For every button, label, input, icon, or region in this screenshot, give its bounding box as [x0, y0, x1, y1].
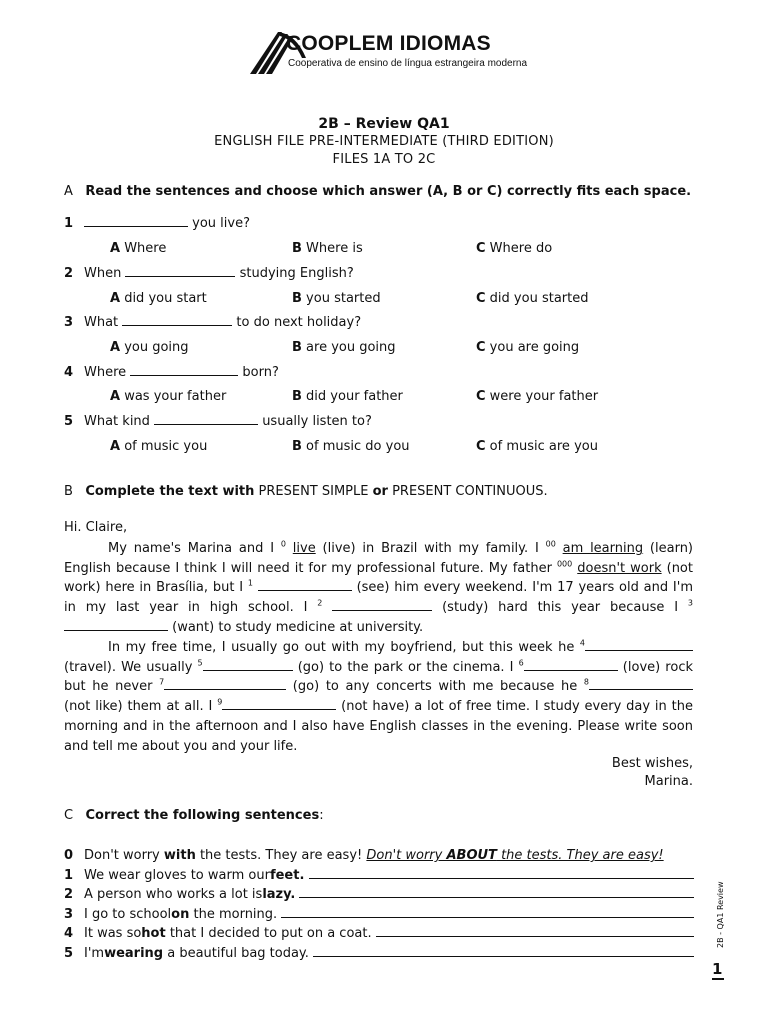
files-range: FILES 1A TO 2C [332, 152, 436, 167]
page-title: 2B – Review QA1 [318, 116, 450, 132]
correction-item-5: 5 I'm wearing a beautiful bag today. [64, 946, 694, 961]
correction-item-2: 2 A person who works a lot is lazy. [64, 887, 694, 902]
question-number: 4 [64, 365, 74, 380]
answer-blank [154, 414, 258, 425]
option-a: A did you start [110, 291, 207, 306]
section-c-heading: C Correct the following sentences: [64, 808, 324, 823]
letter-greeting: Hi. Claire, [64, 520, 128, 535]
answer-blank [585, 640, 693, 651]
question-number: 3 [64, 315, 74, 330]
answer-blank [258, 580, 352, 591]
answer-line[interactable] [313, 946, 694, 957]
question-number: 1 [64, 216, 74, 231]
example-sentence: 0 Don't worry with the tests. They are easy! Don't worry ABOUT the tests. They are easy! [64, 848, 664, 863]
answer-line[interactable] [281, 907, 694, 918]
section-a-heading [64, 184, 691, 199]
section-c-letter: C [64, 808, 74, 823]
answer-blank [84, 216, 188, 227]
answer-blank [332, 600, 432, 611]
answer-blank [589, 679, 693, 690]
answer-blank [164, 679, 286, 690]
option-a: A Where [110, 241, 167, 256]
answer-blank [203, 660, 293, 671]
section-b-heading: B Complete the text with PRESENT SIMPLE or PRESENT CONTINUOUS. [64, 484, 548, 499]
answer-blank [125, 266, 235, 277]
option-b: B did your father [292, 389, 403, 404]
correction-item-1: 1 We wear gloves to warm our feet. [64, 868, 694, 883]
answer-line[interactable] [309, 868, 694, 879]
letter-paragraph-1: My name's Marina and I $^0$ live (live) in Brazil with my family. I $^{00}$ am learning (learn) English because I think I will need it for my professional future. My father $^{000}$ doesn't work (not work) here in Brasília, but I $^1$ (see) him every weekend. I'm 17 years old and I'm in my last year in high school. I $^2$ (study) hard this year because I $^3$ (want) to study medicine at university. [64, 539, 694, 635]
option-b: B Where is [292, 241, 363, 256]
page-number: 1 [712, 960, 723, 978]
option-b: B are you going [292, 340, 396, 355]
question-3: 3 What to do next holiday? [64, 315, 362, 330]
example-answer: am learning [562, 541, 644, 556]
logo [248, 28, 528, 84]
option-a: A of music you [110, 439, 208, 454]
question-1 [64, 216, 250, 231]
answer-line[interactable] [299, 887, 694, 898]
option-c: C you are going [476, 340, 580, 355]
option-a: A you going [110, 340, 189, 355]
answer-blank [524, 660, 618, 671]
example-answer: live [292, 541, 316, 556]
closing-signature: Marina. [644, 774, 693, 789]
option-c: C of music are you [476, 439, 598, 454]
closing-wishes: Best wishes, [611, 756, 693, 771]
question-number: 2 [64, 266, 74, 281]
logo-subtitle: Cooperativa de ensino de língua estrangeira moderna [288, 58, 528, 69]
question-text: you live? [188, 216, 250, 231]
option-c: C Where do [476, 241, 553, 256]
section-b-letter: B [64, 484, 73, 499]
letter-paragraph-2: In my free time, I usually go out with my boyfriend, but this week he $^4$ (travel). We usually $^5$ (go) to the park or the cinema. I $^6$ (love) rock but he never $^7$ (go) to any concerts with me because he $^8$ (not like) them at all. I $^9$ (not have) a lot of free time. I study every day in the morning and in the afternoon and I also have English classes in the evening. Please write soon and tell me about you and your life. [64, 638, 693, 754]
answer-blank [122, 315, 232, 326]
option-b: B of music do you [292, 439, 410, 454]
option-b: B you started [292, 291, 381, 306]
correction-item-3: 3 I go to school on the morning. [64, 907, 694, 922]
side-label: 2B - QA1 Review [716, 881, 725, 948]
correction-item-4: 4 It was so hot that I decided to put on a coat. [64, 926, 694, 941]
example-answer: doesn't work [577, 560, 662, 576]
answer-blank [64, 620, 168, 631]
section-a-instruction: Read the sentences and choose which answer (A, B or C) correctly fits each space. [85, 184, 692, 199]
answer-line[interactable] [376, 926, 694, 937]
logo-title: COOPLEM IDIOMAS [286, 32, 491, 55]
book-title: ENGLISH FILE PRE-INTERMEDIATE (THIRD EDITION) [214, 134, 554, 149]
option-c: C did you started [476, 291, 589, 306]
answer-blank [130, 365, 238, 376]
question-5: 5 What kind usually listen to? [64, 414, 372, 429]
page-number-underline [712, 978, 724, 980]
question-2: 2 When studying English? [64, 266, 354, 281]
option-a: A was your father [110, 389, 227, 404]
answer-blank [222, 699, 336, 710]
section-a-letter: A [64, 184, 73, 199]
option-c: C were your father [476, 389, 599, 404]
question-4: 4 Where born? [64, 365, 279, 380]
question-number: 5 [64, 414, 74, 429]
example-correction: Don't worry ABOUT the tests. They are easy! [366, 848, 664, 863]
